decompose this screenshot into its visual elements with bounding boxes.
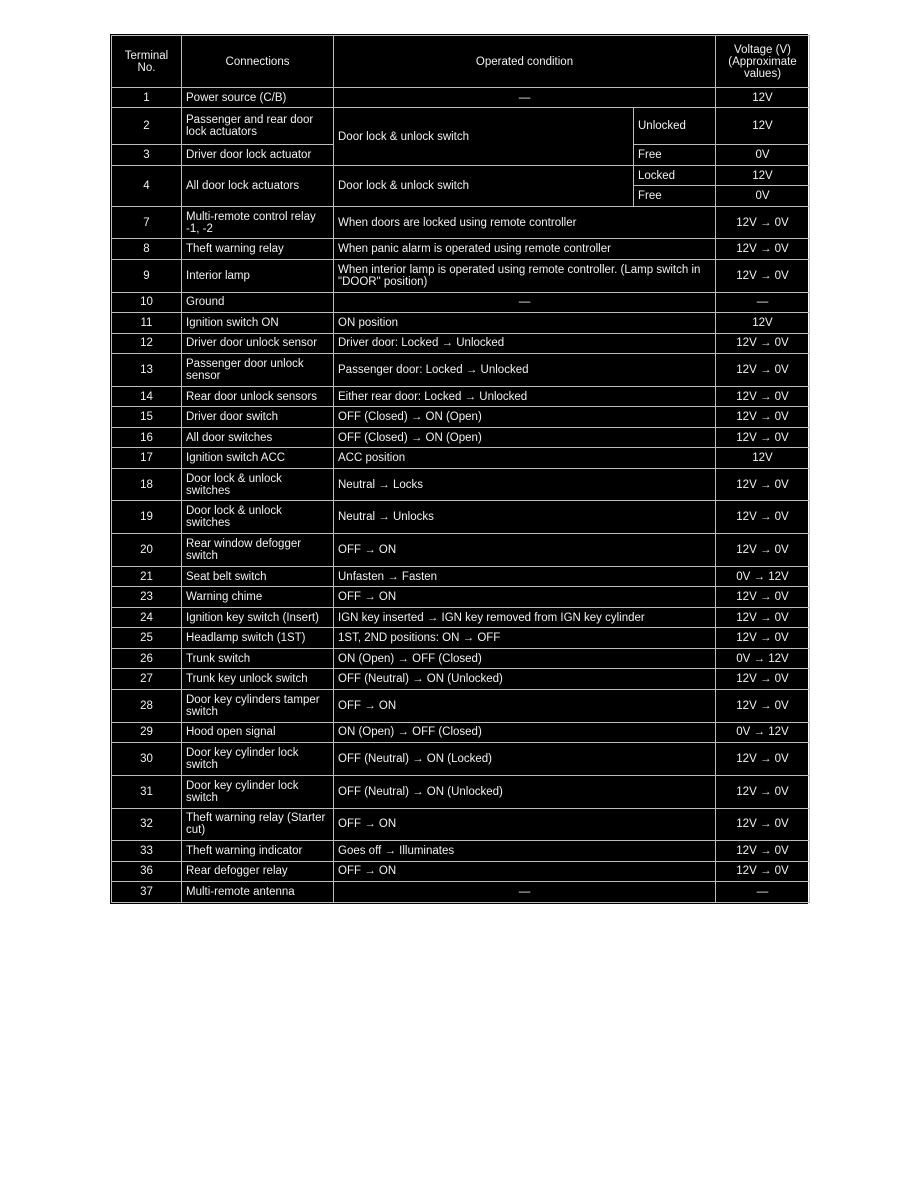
table-row bbox=[112, 501, 810, 534]
condition: Passenger door: Locked → Unlocked bbox=[334, 354, 716, 387]
condition: ON (Open) → OFF (Closed) bbox=[334, 648, 716, 668]
condition: ON (Open) → OFF (Closed) bbox=[334, 722, 716, 742]
condition: — bbox=[334, 292, 716, 312]
table-row bbox=[112, 722, 810, 742]
terminal-no: 24 bbox=[112, 607, 182, 627]
condition: OFF (Closed) → ON (Open) bbox=[334, 407, 716, 427]
table-row bbox=[112, 607, 810, 627]
table-row bbox=[112, 407, 810, 427]
terminal-no: 4 bbox=[112, 165, 182, 206]
voltage: 0V → 12V bbox=[716, 722, 810, 742]
table-row bbox=[112, 354, 810, 387]
voltage: 12V → 0V bbox=[716, 689, 810, 722]
connection: Rear defogger relay bbox=[182, 861, 334, 881]
table-row bbox=[112, 841, 810, 861]
connection: Ground bbox=[182, 292, 334, 312]
table-row bbox=[112, 239, 810, 259]
terminal-table bbox=[111, 35, 810, 903]
connection: Power source (C/B) bbox=[182, 88, 334, 108]
connection: Warning chime bbox=[182, 587, 334, 607]
voltage: 0V → 12V bbox=[716, 648, 810, 668]
terminal-no: 16 bbox=[112, 427, 182, 447]
terminal-no: 37 bbox=[112, 882, 182, 903]
voltage: 12V → 0V bbox=[716, 534, 810, 567]
terminal-no: 10 bbox=[112, 292, 182, 312]
terminal-no: 11 bbox=[112, 313, 182, 333]
condition: Either rear door: Locked → Unlocked bbox=[334, 386, 716, 406]
connection: Rear window defogger switch bbox=[182, 534, 334, 567]
condition: OFF (Neutral) → ON (Locked) bbox=[334, 743, 716, 776]
table-row bbox=[112, 689, 810, 722]
voltage: 12V → 0V bbox=[716, 861, 810, 881]
condition: OFF (Neutral) → ON (Unlocked) bbox=[334, 775, 716, 808]
condition: Door lock & unlock switch bbox=[334, 108, 634, 165]
terminal-no: 12 bbox=[112, 333, 182, 353]
condition: Unfasten → Fasten bbox=[334, 566, 716, 586]
connection: Theft warning relay (Starter cut) bbox=[182, 808, 334, 841]
voltage: 12V → 0V bbox=[716, 607, 810, 627]
connection: All door switches bbox=[182, 427, 334, 447]
condition: OFF → ON bbox=[334, 861, 716, 881]
header-terminal: Terminal No. bbox=[112, 36, 182, 88]
terminal-no: 30 bbox=[112, 743, 182, 776]
terminal-no: 25 bbox=[112, 628, 182, 648]
terminal-no: 23 bbox=[112, 587, 182, 607]
condition: Neutral → Unlocks bbox=[334, 501, 716, 534]
blank-page-area bbox=[0, 904, 918, 1188]
terminal-no: 21 bbox=[112, 566, 182, 586]
connection: Ignition switch ON bbox=[182, 313, 334, 333]
table-row bbox=[112, 259, 810, 292]
condition: When doors are locked using remote controller bbox=[334, 206, 716, 239]
terminal-no: 31 bbox=[112, 775, 182, 808]
connection: Seat belt switch bbox=[182, 566, 334, 586]
condition: Door lock & unlock switch bbox=[334, 165, 634, 206]
voltage: 12V bbox=[716, 448, 810, 468]
header-row bbox=[112, 36, 810, 88]
voltage: 12V bbox=[716, 165, 810, 185]
terminal-no: 15 bbox=[112, 407, 182, 427]
terminal-no: 2 bbox=[112, 108, 182, 145]
connection: Door key cylinders tamper switch bbox=[182, 689, 334, 722]
terminal-no: 1 bbox=[112, 88, 182, 108]
voltage: 12V → 0V bbox=[716, 669, 810, 689]
terminal-no: 29 bbox=[112, 722, 182, 742]
condition: ACC position bbox=[334, 448, 716, 468]
connection: Passenger and rear door lock actuators bbox=[182, 108, 334, 145]
table-row bbox=[112, 333, 810, 353]
connection: Trunk switch bbox=[182, 648, 334, 668]
terminal-no: 33 bbox=[112, 841, 182, 861]
header-connections: Connections bbox=[182, 36, 334, 88]
connection: Door key cylinder lock switch bbox=[182, 775, 334, 808]
condition: Driver door: Locked → Unlocked bbox=[334, 333, 716, 353]
table-row bbox=[112, 448, 810, 468]
voltage: 12V → 0V bbox=[716, 333, 810, 353]
connection: Theft warning relay bbox=[182, 239, 334, 259]
voltage: 12V → 0V bbox=[716, 259, 810, 292]
voltage: 12V → 0V bbox=[716, 239, 810, 259]
connection: Passenger door unlock sensor bbox=[182, 354, 334, 387]
condition: OFF (Closed) → ON (Open) bbox=[334, 427, 716, 447]
header-condition: Operated condition bbox=[334, 36, 716, 88]
connection: Hood open signal bbox=[182, 722, 334, 742]
table-row bbox=[112, 882, 810, 903]
table-row bbox=[112, 566, 810, 586]
terminal-no: 7 bbox=[112, 206, 182, 239]
table-row bbox=[112, 743, 810, 776]
voltage: 12V bbox=[716, 313, 810, 333]
table-row bbox=[112, 386, 810, 406]
terminal-table-sheet bbox=[110, 34, 808, 904]
condition: OFF → ON bbox=[334, 587, 716, 607]
connection: Driver door lock actuator bbox=[182, 145, 334, 165]
table-row bbox=[112, 165, 810, 185]
terminal-no: 32 bbox=[112, 808, 182, 841]
connection: Ignition key switch (Insert) bbox=[182, 607, 334, 627]
voltage: 0V bbox=[716, 186, 810, 206]
connection: Driver door switch bbox=[182, 407, 334, 427]
condition: — bbox=[334, 882, 716, 903]
voltage: 12V bbox=[716, 88, 810, 108]
table-row bbox=[112, 775, 810, 808]
condition: When interior lamp is operated using remote controller. (Lamp switch in "DOOR" position) bbox=[334, 259, 716, 292]
voltage: 0V → 12V bbox=[716, 566, 810, 586]
connection: Multi-remote control relay -1, -2 bbox=[182, 206, 334, 239]
voltage: — bbox=[716, 292, 810, 312]
connection: Door lock & unlock switches bbox=[182, 468, 334, 501]
voltage: 12V → 0V bbox=[716, 354, 810, 387]
condition: OFF → ON bbox=[334, 808, 716, 841]
terminal-no: 3 bbox=[112, 145, 182, 165]
connection: All door lock actuators bbox=[182, 165, 334, 206]
condition: 1ST, 2ND positions: ON → OFF bbox=[334, 628, 716, 648]
voltage: 12V → 0V bbox=[716, 427, 810, 447]
condition: — bbox=[334, 88, 716, 108]
terminal-no: 27 bbox=[112, 669, 182, 689]
connection: Ignition switch ACC bbox=[182, 448, 334, 468]
voltage: 12V → 0V bbox=[716, 841, 810, 861]
connection: Door key cylinder lock switch bbox=[182, 743, 334, 776]
connection: Trunk key unlock switch bbox=[182, 669, 334, 689]
table-row bbox=[112, 808, 810, 841]
condition: When panic alarm is operated using remote controller bbox=[334, 239, 716, 259]
connection: Theft warning indicator bbox=[182, 841, 334, 861]
condition: Goes off → Illuminates bbox=[334, 841, 716, 861]
condition: OFF → ON bbox=[334, 534, 716, 567]
voltage: — bbox=[716, 882, 810, 903]
header-voltage: Voltage (V) (Approximate values) bbox=[716, 36, 810, 88]
sub-condition: Free bbox=[634, 186, 716, 206]
condition: IGN key inserted → IGN key removed from IGN key cylinder bbox=[334, 607, 716, 627]
condition: OFF (Neutral) → ON (Unlocked) bbox=[334, 669, 716, 689]
voltage: 12V → 0V bbox=[716, 743, 810, 776]
voltage: 12V → 0V bbox=[716, 501, 810, 534]
terminal-no: 18 bbox=[112, 468, 182, 501]
sub-condition: Unlocked bbox=[634, 108, 716, 145]
voltage: 12V → 0V bbox=[716, 808, 810, 841]
voltage: 12V → 0V bbox=[716, 587, 810, 607]
table-row bbox=[112, 534, 810, 567]
table-row bbox=[112, 427, 810, 447]
voltage: 12V → 0V bbox=[716, 206, 810, 239]
connection: Rear door unlock sensors bbox=[182, 386, 334, 406]
voltage: 0V bbox=[716, 145, 810, 165]
voltage: 12V bbox=[716, 108, 810, 145]
table-row bbox=[112, 468, 810, 501]
table-row bbox=[112, 313, 810, 333]
voltage: 12V → 0V bbox=[716, 775, 810, 808]
voltage: 12V → 0V bbox=[716, 386, 810, 406]
sub-condition: Locked bbox=[634, 165, 716, 185]
connection: Headlamp switch (1ST) bbox=[182, 628, 334, 648]
condition: Neutral → Locks bbox=[334, 468, 716, 501]
table-row bbox=[112, 206, 810, 239]
connection: Door lock & unlock switches bbox=[182, 501, 334, 534]
sub-condition: Free bbox=[634, 145, 716, 165]
voltage: 12V → 0V bbox=[716, 407, 810, 427]
voltage: 12V → 0V bbox=[716, 628, 810, 648]
terminal-no: 36 bbox=[112, 861, 182, 881]
table-row bbox=[112, 108, 810, 145]
table-row bbox=[112, 648, 810, 668]
connection: Interior lamp bbox=[182, 259, 334, 292]
table-row bbox=[112, 587, 810, 607]
table-row bbox=[112, 88, 810, 108]
condition: ON position bbox=[334, 313, 716, 333]
terminal-no: 13 bbox=[112, 354, 182, 387]
terminal-no: 8 bbox=[112, 239, 182, 259]
connection: Multi-remote antenna bbox=[182, 882, 334, 903]
terminal-no: 14 bbox=[112, 386, 182, 406]
terminal-no: 19 bbox=[112, 501, 182, 534]
table-row bbox=[112, 292, 810, 312]
voltage: 12V → 0V bbox=[716, 468, 810, 501]
condition: OFF → ON bbox=[334, 689, 716, 722]
terminal-no: 17 bbox=[112, 448, 182, 468]
table-row bbox=[112, 628, 810, 648]
table-row bbox=[112, 861, 810, 881]
connection: Driver door unlock sensor bbox=[182, 333, 334, 353]
terminal-no: 28 bbox=[112, 689, 182, 722]
terminal-no: 20 bbox=[112, 534, 182, 567]
terminal-no: 26 bbox=[112, 648, 182, 668]
terminal-no: 9 bbox=[112, 259, 182, 292]
table-row bbox=[112, 669, 810, 689]
